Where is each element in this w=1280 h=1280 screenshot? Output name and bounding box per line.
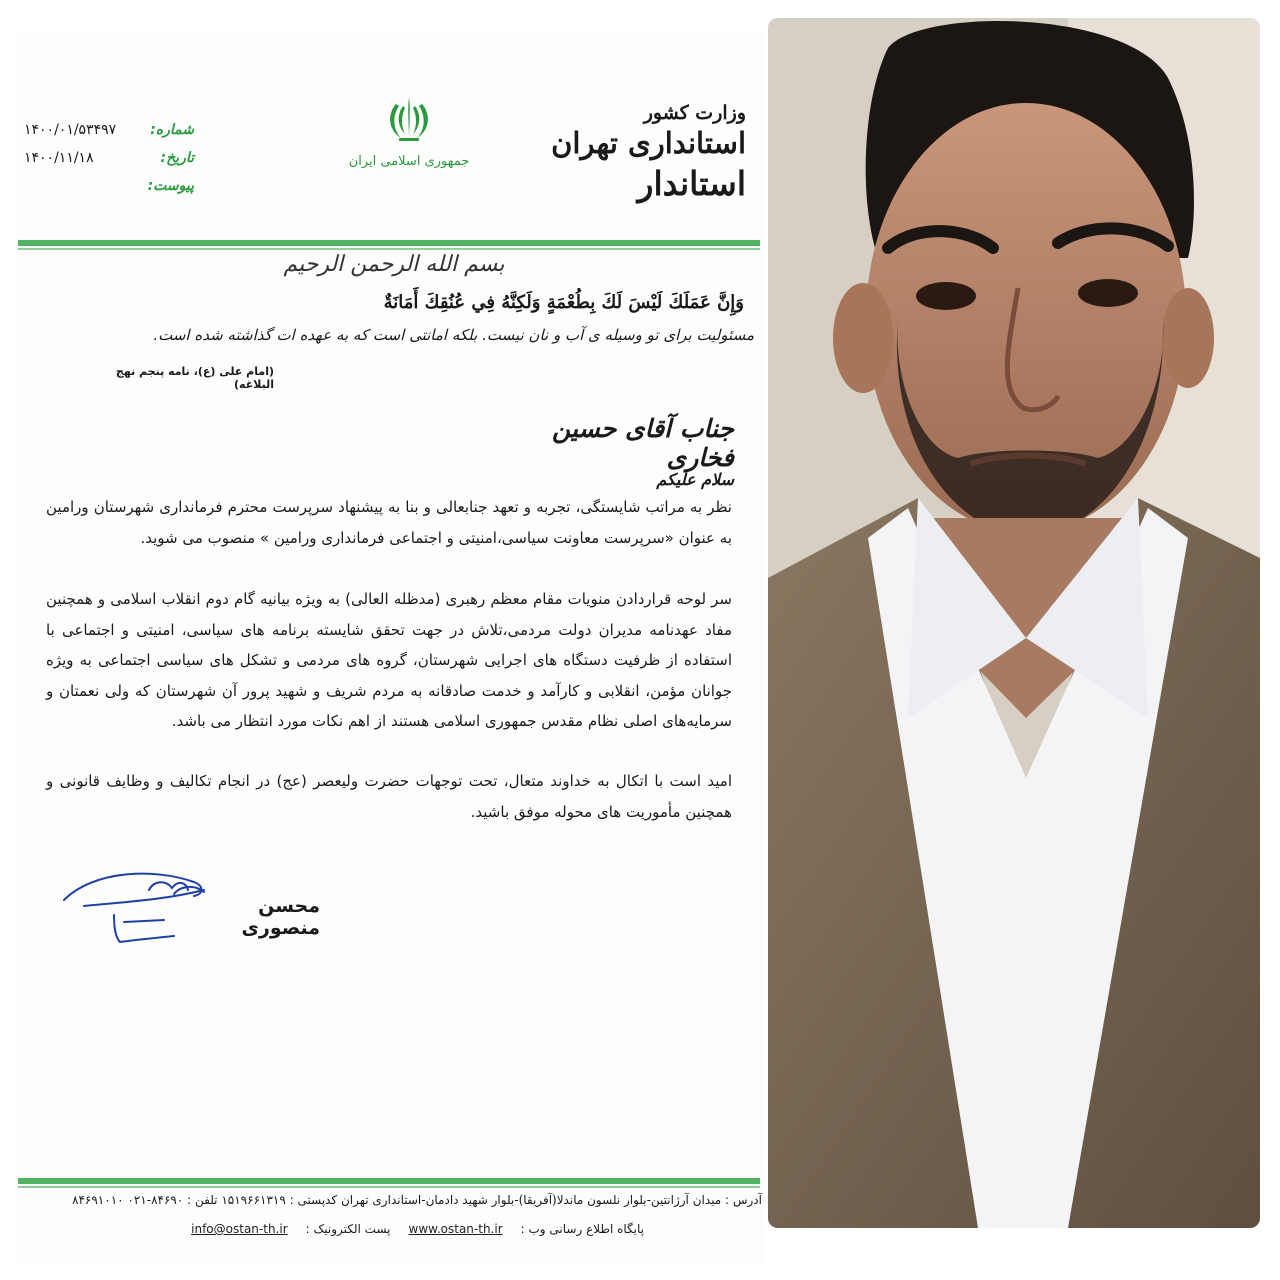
iran-emblem-icon [381,92,437,148]
footer-divider-thin [18,1186,760,1188]
ministry-name: وزارت کشور [643,102,746,124]
portrait-photo-icon [768,18,1260,1228]
emblem-caption: جمهوری اسلامی ایران [348,154,470,169]
meta-date-row [24,144,194,172]
quote-source: (امام علی (ع)، نامه پنجم نهج البلاغه) [115,365,274,391]
letterhead-organization [506,102,746,203]
meta-number-row [24,116,194,144]
footer-address: آدرس : میدان آرژانتین-بلوار نلسون ماندلا(آفریقا)-بلوار شهید دادمان-استانداری تهران کدپستی : ۱۵۱۹۶۶۱۳۱۹ تلفن : ۸۴۶۹۰-۰۲۱ ۸۴۶۹۱۰۱۰ [72,1193,762,1207]
email-link[interactable]: info@ostan-th.ir [191,1222,288,1236]
official-letter [14,30,764,1265]
emblem-block [334,92,484,169]
number-value: ۱۴۰۰/۰۱/۵۳۴۹۷ [24,122,117,138]
date-label: تاریخ: [160,150,194,166]
bismillah: بسم الله الرحمن الرحیم [283,252,505,277]
paragraph-closing: امید است با اتکال به خداوند متعال، تحت توجهات حضرت ولیعصر (عج) در انجام تکالیف و وظایف قانونی و همچنین مأموریت های محوله موفق باشید. [46,772,732,821]
header-divider [18,240,760,246]
attachment-label: پیوست: [147,178,194,194]
meta-attachment-row [24,172,194,200]
paragraph-expectations: سر لوحه قراردادن منویات مقام معظم رهبری (مدظله العالی) به ویژه بیانیه گام دوم انقلاب اسلامی و همچنین مفاد عهدنامه مدیران دولت مردمی،تلاش در جهت تحقق شایسته برنامه های سیاسی، امنیتی و اجتماعی با استفاده از ظرفیت دستگاه های اجرایی شهرستان، گروه های مردمی و تشکل های سیاسی اجتماعی به ویژه جوانان مؤمن، انقلابی و کارآمد و خدمت صادقانه به مردم شریف و شهید پرور آن شهرستان که ولی نعمتان و سرمایه‌های اصلی نظام مقدس جمهوری اسلامی هستند از اهم نکات مورد انتظار می باشد. [46,590,732,730]
header-divider-thin [18,248,760,250]
quote-arabic: وَإِنَّ عَمَلَكَ لَيْسَ لَكَ بِطُعْمَةٍ وَلَكِنَّهُ فِي عُنُقِكَ أَمَانَةٌ [383,292,744,313]
greeting: سلام علیکم [656,470,734,489]
footer-divider [18,1178,760,1184]
letter-meta [24,116,194,200]
website-link[interactable]: www.ostan-th.ir [408,1222,503,1236]
website-label: پایگاه اطلاع رسانی وب : [520,1222,644,1236]
signature-name: محسن منصوری [241,895,320,939]
date-value: ۱۴۰۰/۱۱/۱۸ [24,150,94,166]
portrait-photo [768,18,1260,1228]
quote-translation: مسئولیت برای تو وسیله ی آب و نان نیست. بلکه امانتی است که به عهده ات گذاشته شده است. [153,326,754,344]
governorate-name: استانداری تهران [551,126,746,160]
paragraph-appointment: نظر به مراتب شایستگی، تجربه و تعهد جنابعالی و بنا به پیشنهاد سرپرست محترم فرمانداری شهرستان ورامین به عنوان «سرپرست معاونت سیاسی،امنیتی و اجتماعی فرمانداری ورامین » منصوب می شوید. [46,498,732,547]
footer-contacts [164,1222,644,1236]
number-label: شماره: [150,122,194,138]
email-label: پست الکترونیک : [305,1222,391,1236]
addressee: جناب آقای حسین فخاری [552,414,734,472]
office-name: استاندار [637,164,746,203]
